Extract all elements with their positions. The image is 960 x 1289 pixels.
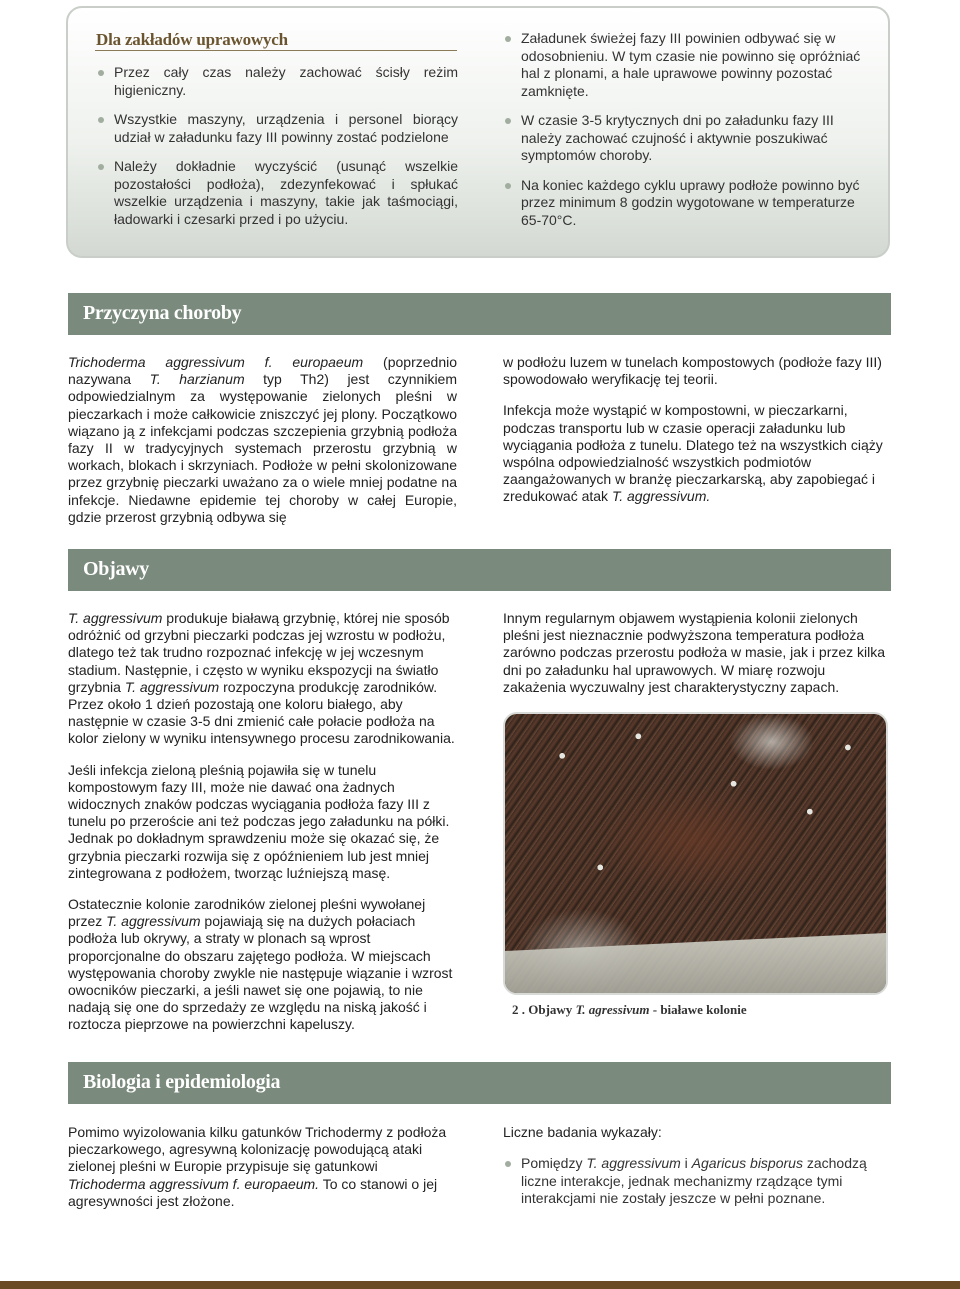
paragraph: Ostatecznie kolonie zarodników zielonej pleśni wywołanej przez T. aggressivum pojawiają się na dużych połaciach podłoża lub okrywy, a straty w plonach są wprost proporcjonalne do obszaru zajętego podłoża. W miejscach występowania choroby zwykle nie następuje wiązanie i wzrost owocników pieczarki, a jeśli nawet się one pojawią, to nie nadają się one do sprzedaży ze względu na niską jakość i roztocza pieprzowe na powierzchni kapeluszy. (68, 896, 453, 1033)
cause-left-column (68, 354, 457, 540)
section-header-biology (68, 1062, 891, 1104)
section-heading: Objawy (83, 558, 149, 580)
biology-right-column (503, 1124, 891, 1155)
box-right-list (503, 30, 867, 241)
footer-bar (0, 1281, 960, 1289)
list-item: Należy dokładnie wyczyścić (usunąć wszelkie pozostałości podłoża), zdezynfekować i spłukać wszelkie urządzenia i maszyny, takie jak taśmociągi, ładowarki i czesarki przed i po użyciu. (96, 158, 458, 228)
paragraph: w podłożu luzem w tunelach kompostowych (podłoże fazy III) spowodowało weryfikację tej teorii. (503, 354, 882, 388)
biology-left-column (68, 1124, 458, 1224)
list-item: Wszystkie maszyny, urządzenia i personel biorący udział w załadunku fazy III powinny zostać podzielone (96, 111, 458, 146)
list-item: Przez cały czas należy zachować ścisły reżim higieniczny. (96, 64, 458, 99)
mushroom-substrate-photo (503, 712, 888, 995)
box-left-list (96, 64, 458, 240)
section-heading: Przyczyna choroby (83, 302, 242, 324)
section-heading: Biologia i epidemiologia (83, 1071, 281, 1093)
box-title-rule (95, 50, 457, 51)
section-header-cause (68, 293, 891, 335)
photo-caption: 2 . Objawy T. agressivum - białawe kolonie (512, 1002, 747, 1017)
list-item: Załadunek świeżej fazy III powinien odbywać się w odosobnieniu. W tym czasie nie powinno się opróżniać hal z plonami, a hale uprawowe powinny pozostać zamknięte. (503, 30, 867, 100)
symptoms-left-column (68, 610, 458, 1048)
paragraph: Liczne badania wykazały: (503, 1124, 662, 1140)
list-item: W czasie 3-5 krytycznych dni po załadunku fazy III należy zachować czujność i aktywnie poszukiwać symptomów choroby. (503, 112, 867, 165)
paragraph: T. aggressivum produkuje białawą grzybnię, której nie sposób odróżnić od grzybni pieczarki podczas jej wzrostu w podłożu, dlatego też tak trudno rozpoznać infekcję w jej wczesnym stadium. Następnie, i często w wyniku ekspozycji na światło grzybnia T. aggressivum rozpoczyna produkcję zarodników. Przez około 1 dzień pozostają one koloru białego, aby następnie w czasie 3-5 dni zmienić całe połacie podłoża na kolor zielony w wyniku intensywnego procesu zarodnikowania. (68, 610, 455, 747)
paragraph: Jeśli infekcja zieloną pleśnią pojawiła się w tunelu kompostowym fazy III, może nie dawać ona żadnych widocznych znaków podczas wyciągania podłoża fazy III z tunelu po przeroście ani też podczas jego załadunku na półki. Jednak po dokładnym sprawdzeniu może się okazać się, że grzybnia pieczarki rozwija się z opóźnieniem lub jest mniej zintegrowana z podłożem, tworząc luźniejszą masę. (68, 761, 450, 881)
paragraph: Pomimo wyizolowania kilku gatunków Trichodermy z podłoża pieczarkowego, agresywną kolonizację powodującą ataki zielonej pleśni w Europie przypisuje się gatunkowi Trichoderma aggressivum f. europaeum. To co stanowi o jej agresywności jest złożone. (68, 1124, 447, 1209)
cause-right-column (503, 354, 891, 520)
paragraph: Trichoderma aggressivum f. europaeum (poprzednio nazywana T. harzianum typ Th2) jest czynnikiem odpowiedzialnym za występowanie zielonych pleśni w pieczarkach i może całkowicie zniszczyć jej plony. Początkowo wiązano ją z infekcjami podczas szczepienia grzybnią podłoża fazy II w tradycyjnych systemach przerostu grzybnią w workach, blokach i skrzyniach. Podłoże w pełni skolonizowane przez grzybnię pieczarki uważano za o wiele mniej podatne na infekcje. Niedawne epidemie tej choroby w całej Europie, gdzie przerost grzybnią odbywa się (68, 354, 457, 525)
symptoms-right-column (503, 610, 891, 710)
box-title: Dla zakładów uprawowych (96, 30, 288, 49)
section-header-symptoms (68, 549, 891, 591)
biology-list (503, 1155, 891, 1220)
list-item: Pomiędzy T. aggressivum i Agaricus bisporus zachodzą liczne interakcje, jednak mechanizmy rządzące tymi interakcjami nie zostały jeszcze w pełni poznane. (503, 1155, 891, 1208)
paragraph: Infekcja może wystąpić w kompostowni, w pieczarkarni, podczas transportu lub w czasie operacji załadunku lub wyciągania podłoża z tunelu. Dlatego też na wszystkich ciąży wspólna odpowiedzialność wszystkich podmiotów zaangażowanych w branżę pieczarkarską, aby zapobiegać i zredukować atak T. aggressivum. (503, 402, 883, 505)
paragraph: Innym regularnym objawem wystąpienia kolonii zielonych pleśni jest nieznacznie podwyższona temperatura podłoża zarówno podczas przerostu podłoża w masie, jak i przez kilka dni po załadunku hal uprawowych. W miarę rozwoju zakażenia wyczuwalny jest charakterystyczny zapach. (503, 610, 886, 695)
list-item: Na koniec każdego cyklu uprawy podłoże powinno być przez minimum 8 godzin wygotowane w temperaturze 65-70°C. (503, 177, 867, 230)
